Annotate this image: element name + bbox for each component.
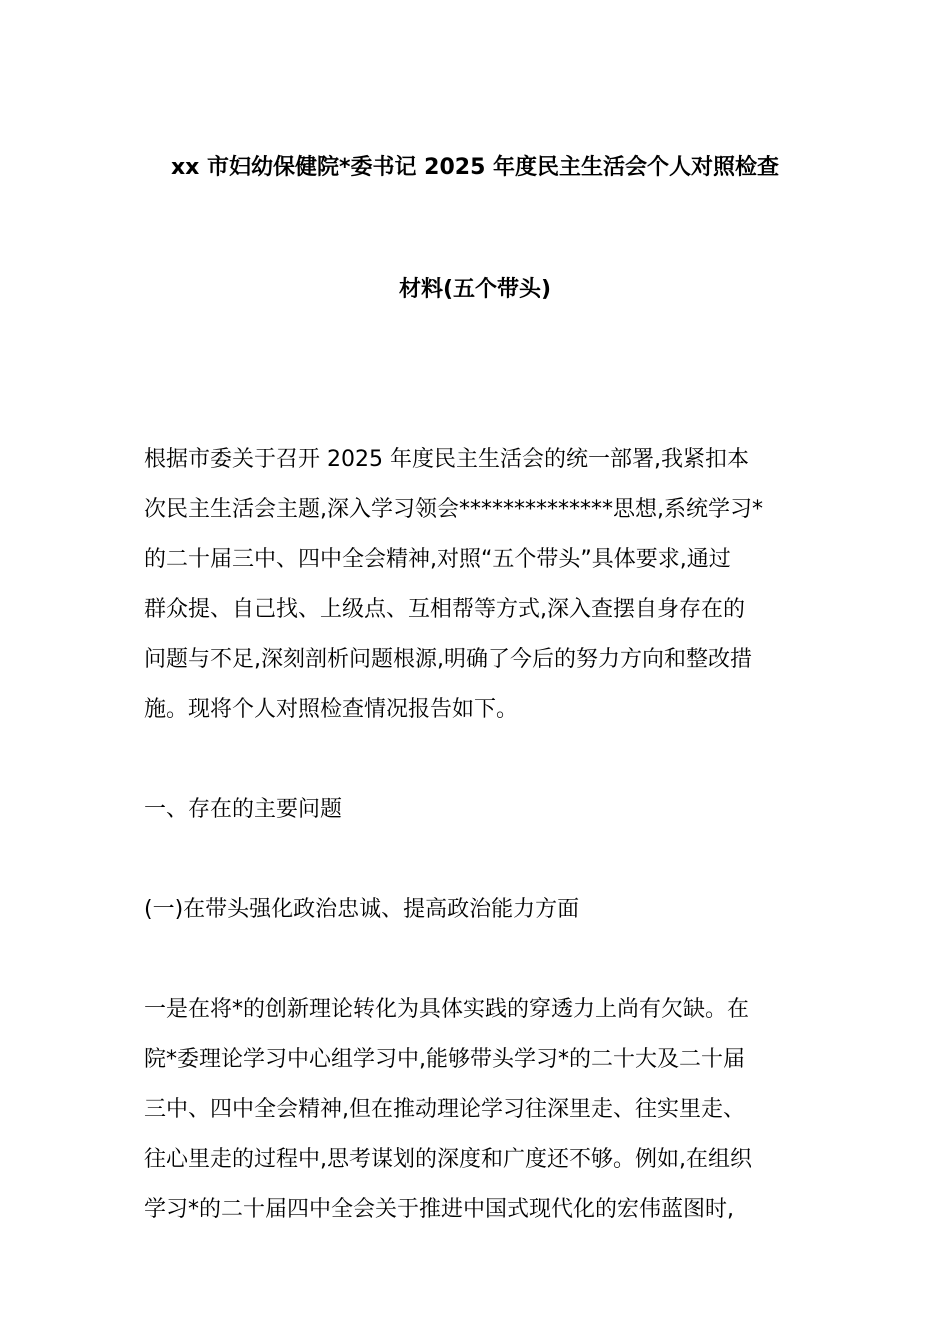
intro-line: 根据市委关于召开 2025 年度民主生活会的统一部署,我紧扣本 [144, 447, 749, 472]
paragraph-line: 学习*的二十届四中全会关于推进中国式现代化的宏伟蓝图时, [144, 1197, 734, 1222]
intro-line: 问题与不足,深刻剖析问题根源,明确了今后的努力方向和整改措 [144, 647, 752, 672]
paragraph-line: 院*委理论学习中心组学习中,能够带头学习*的二十大及二十届 [144, 1047, 745, 1072]
intro-line: 次民主生活会主题,深入学习领会**************思想,系统学习* [144, 497, 763, 522]
section-heading-text: 一、存在的主要问题 [144, 797, 343, 822]
intro-paragraph [144, 435, 810, 735]
body-paragraph-1 [144, 985, 810, 1235]
intro-line: 施。现将个人对照检查情况报告如下。 [144, 697, 519, 722]
subsection-heading-text: (一)在带头强化政治忠诚、提高政治能力方面 [144, 897, 580, 922]
document-title-line-2: 材料(五个带头) [398, 277, 552, 302]
paragraph-line: 三中、四中全会精神,但在推动理论学习往深里走、往实里走、 [144, 1097, 745, 1122]
paragraph-line: 往心里走的过程中,思考谋划的深度和广度还不够。例如,在组织 [144, 1147, 752, 1172]
section-heading [144, 785, 810, 835]
intro-line: 的二十届三中、四中全会精神,对照“五个带头”具体要求,通过 [144, 547, 731, 572]
intro-line: 群众提、自己找、上级点、互相帮等方式,深入查摆自身存在的 [144, 597, 745, 622]
paragraph-line: 一是在将*的创新理论转化为具体实践的穿透力上尚有欠缺。在 [144, 997, 750, 1022]
document-title-line-1: xx 市妇幼保健院*委书记 2025 年度民主生活会个人对照检查 [170, 155, 780, 180]
subsection-heading [144, 885, 810, 935]
